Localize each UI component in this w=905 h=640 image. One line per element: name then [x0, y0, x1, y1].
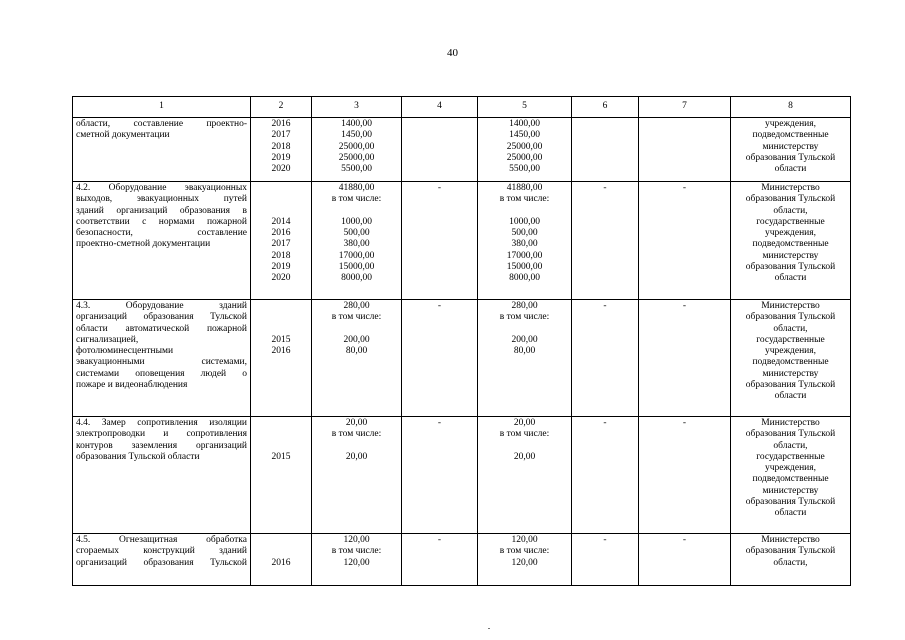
total-amount: 280,00 — [511, 301, 538, 311]
amount: 25000,00 — [338, 152, 375, 163]
executor-line: образования Тульской — [745, 312, 836, 323]
header-row — [73, 97, 851, 118]
years-cell — [251, 534, 312, 586]
description-line: пожаре и видеонаблюдения — [76, 380, 188, 391]
description-cell — [73, 300, 251, 417]
executor-line: государственные — [756, 216, 825, 227]
year: 2014 — [271, 216, 291, 227]
amount-cell — [312, 300, 402, 417]
dash: - — [682, 418, 687, 428]
table-row — [73, 118, 851, 182]
col6-cell — [572, 534, 639, 586]
total-amount: 41880,00 — [338, 183, 375, 193]
executor-line: подведомственные — [752, 474, 829, 485]
description-line: электропроводки и сопротивления — [76, 429, 247, 440]
dash: - — [437, 183, 442, 193]
executor-cell — [731, 300, 851, 417]
col4-cell — [402, 182, 478, 300]
year: 2017 — [271, 130, 291, 141]
year: 2018 — [271, 141, 291, 152]
program-table — [72, 96, 851, 586]
description-line: организаций образования Тульской — [76, 312, 247, 323]
description-line: области, составление проектно- — [76, 119, 247, 129]
executor-line: государственные — [756, 451, 825, 462]
description-line: проектно-сметной документации — [76, 239, 211, 250]
col6-cell — [572, 182, 639, 300]
amount: 25000,00 — [506, 141, 543, 152]
col7-cell — [639, 118, 731, 182]
description-cell — [73, 118, 251, 182]
year: 2016 — [271, 228, 291, 239]
amount: 1000,00 — [509, 216, 540, 227]
table-row — [73, 300, 851, 417]
total-amount: 20,00 — [513, 418, 536, 428]
dash: - — [437, 301, 442, 311]
description-line: сметной документации — [76, 130, 170, 141]
description-line: сгораемых конструкций зданий — [76, 546, 247, 557]
year: 2016 — [271, 346, 291, 357]
column-header-1: 1 — [73, 97, 251, 118]
executor-cell — [731, 534, 851, 586]
col6-cell — [572, 417, 639, 534]
year: 2016 — [271, 119, 291, 129]
description-line: области автоматической пожарной — [76, 323, 247, 334]
dash: - — [603, 301, 607, 311]
including-label: в том числе: — [331, 546, 382, 557]
executor-line: образования Тульской — [745, 194, 836, 205]
amount: 500,00 — [343, 228, 370, 239]
column-header-6: 6 — [572, 97, 639, 118]
description-line: образования Тульской области — [76, 451, 200, 462]
amount: 15000,00 — [338, 262, 375, 273]
page-number: 40 — [447, 47, 458, 59]
executor-line: Министерство — [761, 183, 820, 193]
amount-cell — [478, 417, 572, 534]
total-amount: 120,00 — [343, 535, 370, 545]
amount-cell — [312, 534, 402, 586]
years-cell — [251, 417, 312, 534]
executor-line: образования Тульской — [745, 152, 836, 163]
executor-cell — [731, 118, 851, 182]
amount-cell — [478, 118, 572, 182]
table-row — [73, 417, 851, 534]
col4-cell — [402, 417, 478, 534]
year: 2020 — [271, 164, 291, 175]
total-amount: 20,00 — [345, 418, 368, 428]
executor-line: учреждения, — [764, 463, 817, 474]
executor-line: образования Тульской — [745, 262, 836, 273]
including-label: в том числе: — [331, 312, 382, 323]
description-line: организаций образования Тульской — [76, 557, 247, 568]
amount: 380,00 — [511, 239, 538, 250]
including-label: в том числе: — [331, 429, 382, 440]
amount: 8000,00 — [341, 273, 372, 284]
amount: 80,00 — [345, 346, 368, 357]
description-line: зданий организаций образования в — [76, 205, 247, 216]
dash: - — [437, 535, 442, 545]
description-line: 4.4. Замер сопротивления изоляции — [76, 418, 247, 428]
amount: 380,00 — [343, 239, 370, 250]
column-header-2: 2 — [251, 97, 312, 118]
amount-cell — [312, 182, 402, 300]
dash: - — [603, 535, 607, 545]
amount: 17000,00 — [338, 250, 375, 261]
dash: - — [437, 418, 442, 428]
year: 2017 — [271, 239, 291, 250]
dash: - — [603, 418, 607, 428]
amount: 20,00 — [345, 451, 368, 462]
amount-cell — [478, 300, 572, 417]
description-cell — [73, 417, 251, 534]
dash: - — [603, 183, 607, 193]
executor-line: образования Тульской — [745, 497, 836, 508]
table-row — [73, 182, 851, 300]
executor-line: области, — [773, 205, 808, 216]
executor-line: области — [774, 391, 807, 402]
executor-line: Министерство — [761, 535, 820, 545]
col4-cell — [402, 300, 478, 417]
amount-cell — [478, 182, 572, 300]
column-header-5: 5 — [478, 97, 572, 118]
column-header-4: 4 — [402, 97, 478, 118]
dash: - — [682, 183, 687, 193]
executor-line: Министерство — [761, 301, 820, 311]
description-cell — [73, 534, 251, 586]
amount-cell — [478, 534, 572, 586]
executor-line: Министерство — [761, 418, 820, 428]
description-line: фотолюминесцентными — [76, 346, 174, 357]
amount: 8000,00 — [509, 273, 540, 284]
amount: 1000,00 — [341, 216, 372, 227]
amount-cell — [312, 417, 402, 534]
amount: 20,00 — [513, 451, 536, 462]
col4-cell — [402, 118, 478, 182]
total-amount: 280,00 — [343, 301, 370, 311]
amount: 500,00 — [511, 228, 538, 239]
year: 2015 — [271, 334, 291, 345]
amount: 1450,00 — [509, 130, 540, 141]
executor-line: образования Тульской — [745, 546, 836, 557]
amount: 80,00 — [513, 346, 536, 357]
description-line: эвакуационными системами, — [76, 357, 247, 368]
col6-cell — [572, 118, 639, 182]
amount: 1400,00 — [341, 119, 372, 129]
executor-line: образования Тульской — [745, 429, 836, 440]
executor-line: области — [774, 273, 807, 284]
including-label: в том числе: — [499, 312, 550, 323]
executor-line: области, — [773, 323, 808, 334]
amount: 17000,00 — [506, 250, 543, 261]
executor-line: государственные — [756, 334, 825, 345]
including-label: в том числе: — [499, 194, 550, 205]
col7-cell — [639, 300, 731, 417]
executor-line: подведомственные — [752, 239, 829, 250]
years-cell — [251, 118, 312, 182]
executor-line: подведомственные — [752, 130, 829, 141]
table-row — [73, 534, 851, 586]
executor-line: области, — [773, 440, 808, 451]
amount: 5500,00 — [509, 164, 540, 175]
executor-line: области — [774, 508, 807, 519]
amount: 200,00 — [511, 334, 538, 345]
years-cell — [251, 182, 312, 300]
amount: 120,00 — [343, 557, 370, 568]
col7-cell — [639, 182, 731, 300]
amount: 25000,00 — [338, 141, 375, 152]
description-line: 4.2. Оборудование эвакуационных — [76, 183, 247, 193]
description-line: выходов, эвакуационных путей — [76, 194, 247, 205]
description-line: контуров заземления организаций — [76, 440, 247, 451]
executor-line: учреждения, — [764, 228, 817, 239]
including-label: в том числе: — [499, 546, 550, 557]
amount: 5500,00 — [341, 164, 372, 175]
year: 2019 — [271, 152, 291, 163]
amount: 25000,00 — [506, 152, 543, 163]
amount: 1400,00 — [509, 119, 540, 129]
col7-cell — [639, 534, 731, 586]
description-cell — [73, 182, 251, 300]
description-line: системами оповещения людей о — [76, 368, 247, 379]
including-label: в том числе: — [499, 429, 550, 440]
total-amount: 41880,00 — [506, 183, 543, 193]
executor-line: министерству — [762, 250, 819, 261]
year: 2018 — [271, 250, 291, 261]
amount: 200,00 — [343, 334, 370, 345]
amount: 15000,00 — [506, 262, 543, 273]
year: 2020 — [271, 273, 291, 284]
scan-artifact — [488, 628, 490, 629]
description-line: 4.3. Оборудование зданий — [76, 301, 247, 311]
description-line: соответствии с нормами пожарной — [76, 216, 247, 227]
executor-line: области — [774, 164, 807, 175]
including-label: в том числе: — [331, 194, 382, 205]
col7-cell — [639, 417, 731, 534]
col6-cell — [572, 300, 639, 417]
dash: - — [682, 535, 687, 545]
executor-line: министерству — [762, 368, 819, 379]
col4-cell — [402, 534, 478, 586]
year: 2015 — [271, 451, 291, 462]
dash: - — [682, 301, 687, 311]
amount: 1450,00 — [341, 130, 372, 141]
executor-cell — [731, 182, 851, 300]
amount-cell — [312, 118, 402, 182]
column-header-8: 8 — [731, 97, 851, 118]
executor-line: министерству — [762, 141, 819, 152]
executor-line: образования Тульской — [745, 380, 836, 391]
description-line: 4.5. Огнезащитная обработка — [76, 535, 247, 545]
year: 2019 — [271, 262, 291, 273]
total-amount: 120,00 — [511, 535, 538, 545]
executor-line: министерству — [762, 485, 819, 496]
description-line: сигнализацией, — [76, 334, 139, 345]
executor-line: учреждения, — [764, 346, 817, 357]
executor-line: учреждения, — [764, 119, 817, 129]
amount: 120,00 — [511, 557, 538, 568]
executor-line: подведомственные — [752, 357, 829, 368]
column-header-3: 3 — [312, 97, 402, 118]
executor-cell — [731, 417, 851, 534]
executor-line: области, — [773, 557, 808, 568]
year: 2016 — [271, 557, 291, 568]
description-line: безопасности, составление — [76, 228, 247, 239]
years-cell — [251, 300, 312, 417]
column-header-7: 7 — [639, 97, 731, 118]
